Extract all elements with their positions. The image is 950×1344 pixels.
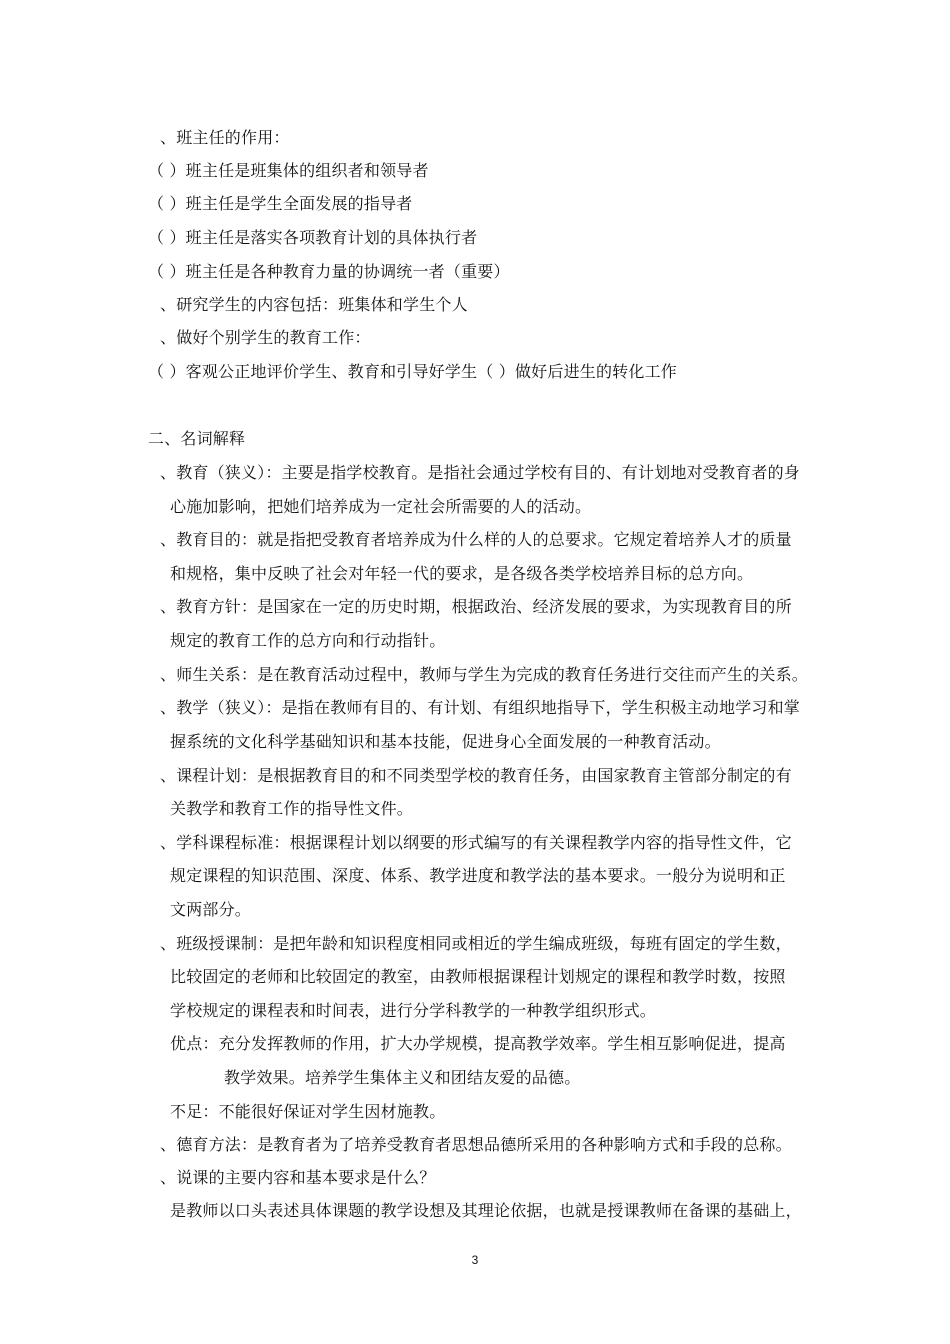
text-line: 、师生关系：是在教育活动过程中，教师与学生为完成的教育任务进行交往而产生的关系。 (160, 665, 809, 684)
text-line: 关教学和教育工作的指导性文件。 (170, 799, 414, 818)
text-line: 、教育目的：就是指把受教育者培养成为什么样的人的总要求。它规定着培养人才的质量 (160, 530, 792, 549)
text-line: （ ）班主任是学生全面发展的指导者 (148, 194, 413, 213)
text-line: 、做好个别学生的教育工作： (160, 328, 371, 347)
text-line: 、说课的主要内容和基本要求是什么？ (160, 1168, 436, 1187)
text-line: 、教育方针：是国家在一定的历史时期，根据政治、经济发展的要求，为实现教育目的所 (160, 597, 792, 616)
text-line: 、德育方法：是教育者为了培养受教育者思想品德所采用的各种影响方式和手段的总称。 (160, 1135, 792, 1154)
text-line: 优点：充分发挥教师的作用，扩大办学规模，提高教学效率。学生相互影响促进，提高 (170, 1034, 786, 1053)
text-line: 和规格，集中反映了社会对年轻一代的要求，是各级各类学校培养目标的总方向。 (170, 564, 754, 583)
page-number: 3 (471, 1253, 479, 1267)
text-line: 、学科课程标准：根据课程计划以纲要的形式编写的有关课程教学内容的指导性文件，它 (160, 833, 792, 852)
text-line: 规定的教育工作的总方向和行动指针。 (170, 631, 446, 650)
text-line: 教学效果。培养学生集体主义和团结友爱的品德。 (224, 1068, 581, 1087)
text-line: 学校规定的课程表和时间表，进行分学科教学的一种教学组织形式。 (170, 1001, 657, 1020)
text-line: 、班级授课制：是把年龄和知识程度相同或相近的学生编成班级，每班有固定的学生数， (160, 934, 792, 953)
text-line: 是教师以口头表述具体课题的教学设想及其理论依据，也就是授课教师在备课的基础上， (170, 1201, 802, 1220)
text-line: 、课程计划：是根据教育目的和不同类型学校的教育任务，由国家教育主管部分制定的有 (160, 766, 792, 785)
text-line: 、教育（狭义）：主要是指学校教育。是指社会通过学校有目的、有计划地对受教育者的身 (160, 463, 801, 482)
text-line: 比较固定的老师和比较固定的教室，由教师根据课程计划规定的课程和教学时数，按照 (170, 967, 786, 986)
text-line: 不足：不能很好保证对学生因材施教。 (170, 1102, 446, 1121)
text-line: 规定课程的知识范围、深度、体系、教学进度和教学法的基本要求。一般分为说明和正 (170, 866, 786, 885)
text-line: （ ）班主任是各种教育力量的协调统一者（重要） (148, 262, 510, 281)
text-line: 握系统的文化科学基础知识和基本技能，促进身心全面发展的一种教育活动。 (170, 732, 721, 751)
text-line: （ ）班主任是班集体的组织者和领导者 (148, 161, 429, 180)
text-line: 文两部分。 (170, 900, 252, 919)
text-line: 心施加影响，把她们培养成为一定社会所需要的人的活动。 (170, 497, 592, 516)
text-line: 、研究学生的内容包括：班集体和学生个人 (160, 295, 468, 314)
text-line: 、教学（狭义）：是指在教师有目的、有计划、有组织地指导下，学生积极主动地学习和掌 (160, 698, 801, 717)
text-line: （ ）班主任是落实各项教育计划的具体执行者 (148, 228, 478, 247)
section-heading: 二、名词解释 (148, 429, 246, 448)
text-line: （ ）客观公正地评价学生、教育和引导好学生（ ）做好后进生的转化工作 (148, 362, 677, 381)
text-line: 、班主任的作用： (160, 128, 290, 147)
